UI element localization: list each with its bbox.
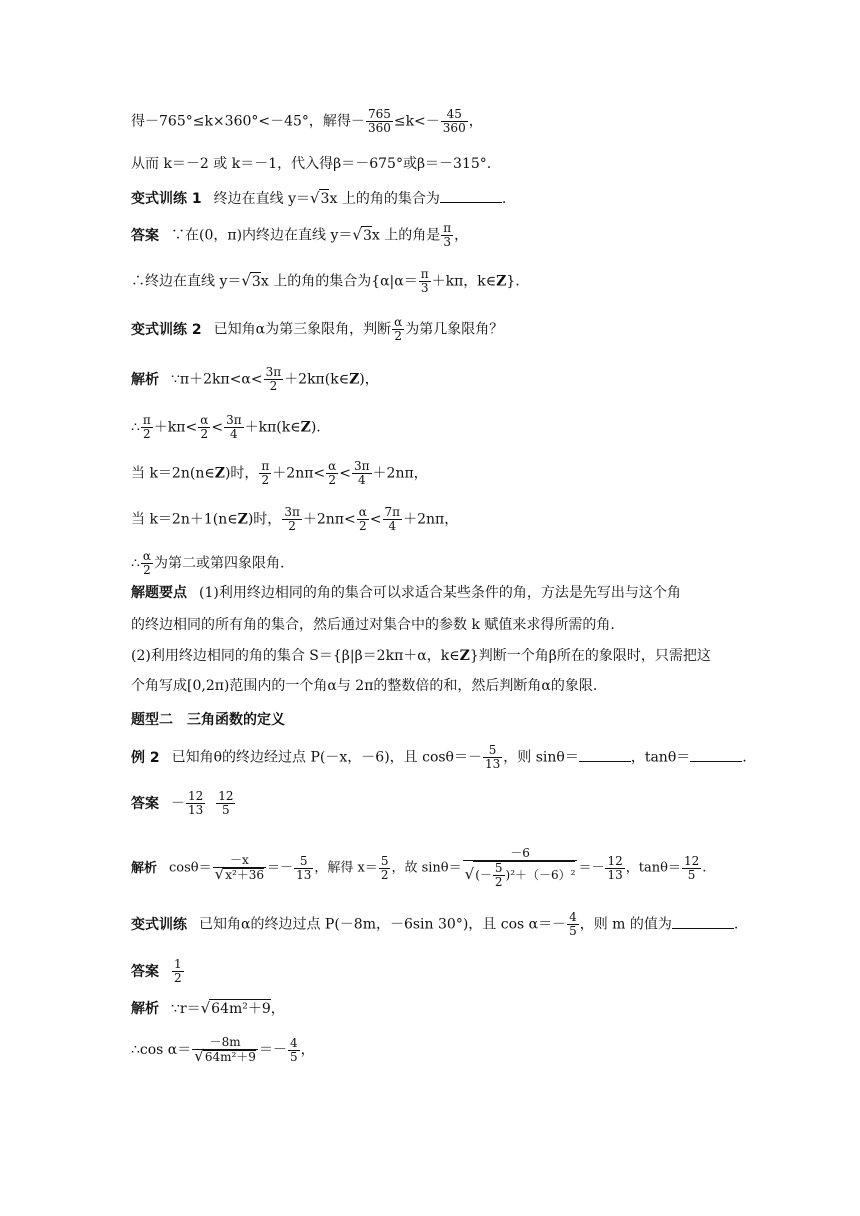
- line-10: 当 k＝2n＋1(n∈Z)时， $\frac{3\pi}{2}$ ＋2nπ< $\frac{\alpha}{2}$ < $\frac{7\pi}{4}$ ＋2nπ，: [131, 505, 459, 533]
- key-points-3: (2)利用终边相同的角的集合 S＝{β|β＝2kπ＋α，k∈Z}判断一个角β所在的象限时，只需把这: [131, 648, 711, 664]
- section-heading: 题型二 三角函数的定义: [131, 712, 285, 728]
- label-tag: 变式训练: [131, 916, 187, 933]
- answer-blank: [672, 928, 734, 929]
- key-points-1: 解题要点 (1)利用终边相同的角的集合可以求适合某些条件的角，方法是先写出与这个角: [131, 585, 681, 601]
- line-2: 从而 k＝－2 或 k＝－1，代入得β＝－675°或β＝－315°.: [131, 156, 492, 172]
- line-23: ∴cos α＝ $\frac{-8m}{\text{√64m²＋9}}$ ＝－ $\frac{4}{5}$ ，: [131, 1035, 315, 1065]
- answer-blank: [440, 202, 502, 203]
- exercise-3-analysis: 解析 ∵r＝√64m²＋9，: [131, 999, 285, 1017]
- exercise-1-answer: 答案 ∵在(0，π)内终边在直线 y＝√3x 上的角是 $\frac{\pi}{3}$ ，: [131, 221, 469, 249]
- exercise-2-question: 变式训练 2 已知角α为第三象限角，判断 $\frac{\alpha}{2}$ 为第几象限角？: [131, 315, 504, 343]
- line-8: ∴ $\frac{\pi}{2}$ ＋kπ< $\frac{\alpha}{2}$ < $\frac{3\pi}{4}$ ＋kπ(k∈Z).: [131, 413, 321, 441]
- label-tag: 答案: [131, 795, 159, 812]
- example-2-analysis: 解析 cosθ＝ $\frac{-x}{\text{√x²＋36}}$ ＝－ $\frac{5}{13}$ ，解得 x＝ $\frac{5}{2}$ ，故 sinθ＝ －6 √(－ $\frac{5}{2}$ )²＋（－6）² ＝－ $\frac{12}{13}$ ，tanθ＝ $\frac{12}{5}$ .: [131, 846, 707, 889]
- example-2-answer: 答案 － $\frac{12}{13}$ $\frac{12}{5}$: [131, 789, 234, 817]
- label-tag: 变式训练 1: [131, 191, 202, 207]
- label-tag: 解题要点: [131, 585, 187, 601]
- line-11: ∴ $\frac{\alpha}{2}$ 为第二或第四象限角.: [131, 549, 285, 577]
- label-tag: 变式训练 2: [131, 321, 202, 338]
- line-1: 得－765°≤k×360°<－45°，解得－ $\frac{765}{360}$ ≤k<－ $\frac{45}{360}$ ，: [131, 107, 483, 135]
- exercise-1-question: 变式训练 1 终边在直线 y＝√3x 上的角的集合为 .: [131, 189, 507, 207]
- key-points-2: 的终边相同的所有角的集合，然后通过对集合中的参数 k 赋值来求得所需的角.: [131, 617, 615, 633]
- label-tag: 答案: [131, 227, 159, 244]
- label-tag: 答案: [131, 963, 159, 980]
- line-9: 当 k＝2n(n∈Z)时， $\frac{\pi}{2}$ ＋2nπ< $\frac{\alpha}{2}$ < $\frac{3\pi}{4}$ ＋2nπ，: [131, 459, 428, 487]
- label-tag: 解析: [131, 860, 158, 876]
- label-tag: 例 2: [131, 749, 160, 766]
- exercise-1-set: ∴终边在直线 y＝√3x 上的角的集合为{α|α＝ $\frac{\pi}{3}$ ＋kπ，k∈Z}.: [131, 267, 520, 295]
- label-tag: 解析: [131, 1001, 159, 1017]
- exercise-3-question: 变式训练 已知角α的终边过点 P(－8m，－6sin 30°)，且 cos α＝－ $\frac{4}{5}$ ，则 m 的值为 .: [131, 910, 739, 938]
- key-points-4: 个角写成[0,2π)范围内的一个角α与 2π的整数倍的和，然后判断角α的象限.: [131, 678, 598, 694]
- example-2-question: 例 2 已知角θ的终边经过点 P(－x，－6)，且 cosθ＝－ $\frac{5}{13}$ ，则 sinθ＝ ，tanθ＝ .: [131, 743, 747, 771]
- label-tag: 解析: [131, 371, 159, 388]
- exercise-3-answer: 答案 $\frac{1}{2}$: [131, 957, 182, 985]
- answer-blank: [579, 761, 631, 762]
- answer-blank: [690, 761, 742, 762]
- exercise-2-analysis: 解析 ∵π＋2kπ<α< $\frac{3\pi}{2}$ ＋2kπ(k∈Z)，: [131, 365, 379, 393]
